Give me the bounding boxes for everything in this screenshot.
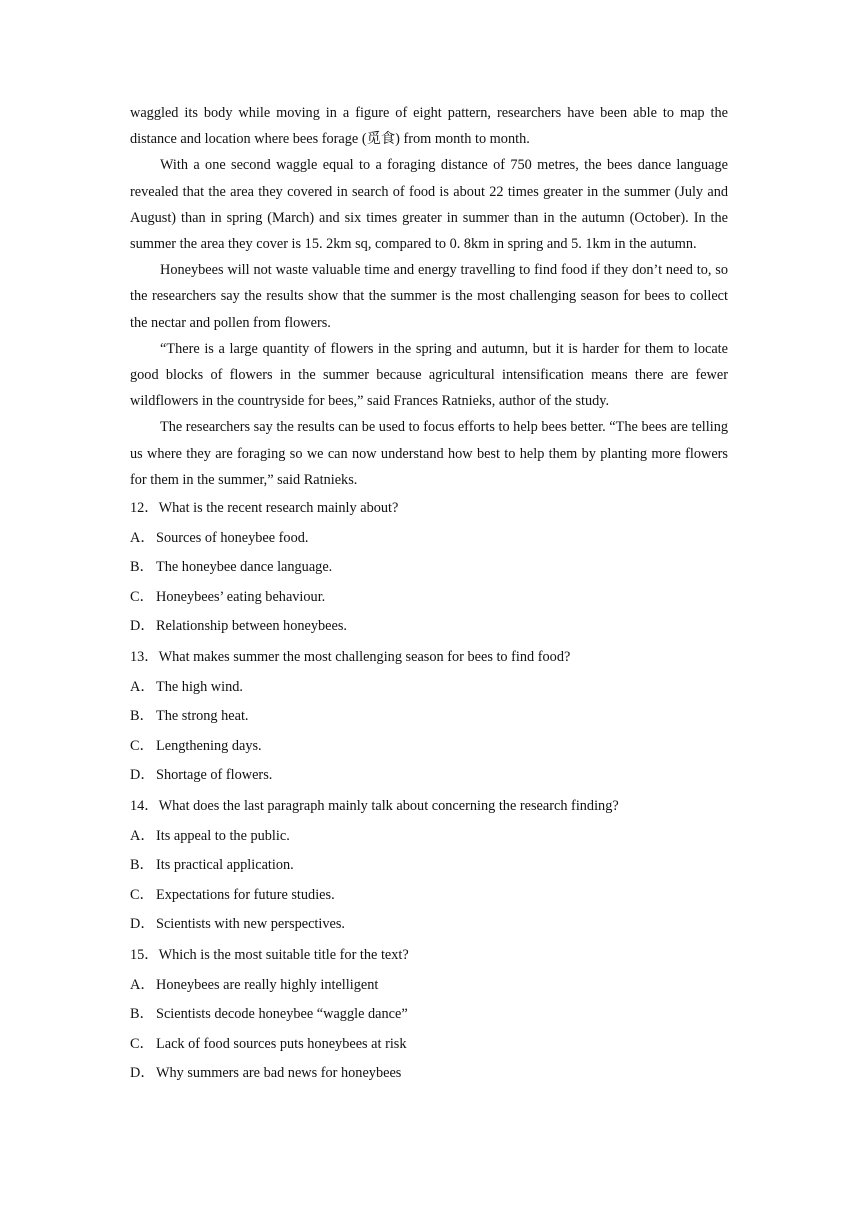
option-text: Why summers are bad news for honeybees <box>156 1065 402 1082</box>
option-letter: A． <box>130 827 155 844</box>
option-letter: D． <box>130 618 155 635</box>
option-letter: A． <box>130 529 155 546</box>
option-text: Lack of food sources puts honeybees at risk <box>156 1035 407 1052</box>
answer-option <box>130 1030 728 1060</box>
answer-option <box>130 702 728 732</box>
answer-option <box>130 732 728 762</box>
option-text: The strong heat. <box>156 708 249 725</box>
option-letter: B． <box>130 1006 154 1023</box>
option-letter: A． <box>130 678 155 695</box>
answer-option <box>130 881 728 911</box>
option-text: Relationship between honeybees. <box>156 618 347 635</box>
answer-option <box>130 851 728 881</box>
option-letter: C． <box>130 1035 154 1052</box>
option-letter: D． <box>130 1065 155 1082</box>
question-stem <box>130 941 728 971</box>
option-text: Scientists decode honeybee “waggle dance” <box>156 1006 408 1023</box>
question-block-13 <box>130 643 728 791</box>
option-letter: B． <box>130 708 154 725</box>
option-letter: B． <box>130 559 154 576</box>
question-number: 14． <box>130 797 159 814</box>
option-text: Expectations for future studies. <box>156 886 335 903</box>
answer-option <box>130 822 728 852</box>
option-text: Scientists with new perspectives. <box>156 916 346 933</box>
answer-option <box>130 910 728 940</box>
option-letter: D． <box>130 767 155 784</box>
answer-option <box>130 971 728 1001</box>
option-text: The high wind. <box>156 678 243 695</box>
option-letter: B． <box>130 857 154 874</box>
question-number: 13． <box>130 649 159 666</box>
option-letter: C． <box>130 737 154 754</box>
option-text: Lengthening days. <box>156 737 262 754</box>
answer-option <box>130 673 728 703</box>
passage-paragraph: Honeybees will not waste valuable time and energy travelling to find food if they don’t need to, so the researchers say the results show that the summer is the most challenging season for bees to collect the nectar and pollen from flowers. <box>130 262 728 331</box>
answer-option <box>130 1059 728 1089</box>
question-block-12 <box>130 494 728 642</box>
option-text: Shortage of flowers. <box>156 767 273 784</box>
question-stem <box>130 643 728 673</box>
question-block-14 <box>130 792 728 940</box>
passage-paragraph: With a one second waggle equal to a foraging distance of 750 metres, the bees dance language revealed that the area they covered in search of food is about 22 times greater in the summer (July and August) than in spring (March) and six times greater in summer than in the autumn (October). In the summer the area they cover is 15. 2km sq, compared to 0. 8km in spring and 5. 1km in the autumn. <box>130 157 728 253</box>
answer-option <box>130 553 728 583</box>
question-text: What is the recent research mainly about? <box>158 500 399 517</box>
option-letter: C． <box>130 886 154 903</box>
answer-option <box>130 761 728 791</box>
question-block-15 <box>130 941 728 1089</box>
passage-paragraph: “There is a large quantity of flowers in the spring and autumn, but it is harder for them to locate good blocks of flowers in the summer because agricultural intensification means there are fewer wildflowers in the countryside for bees,” said Frances Ratnieks, author of the study. <box>130 340 728 410</box>
option-text: Honeybees are really highly intelligent <box>156 976 379 993</box>
question-text: Which is the most suitable title for the text? <box>158 946 409 963</box>
passage-paragraph: The researchers say the results can be used to focus efforts to help bees better. “The bees are telling us where they are foraging so we can now understand how best to help them by planting more flowers for them in the summer,” said Ratnieks. <box>130 419 728 488</box>
question-text: What does the last paragraph mainly talk about concerning the research finding? <box>158 797 619 814</box>
document-page <box>130 100 728 1089</box>
answer-option <box>130 524 728 554</box>
option-letter: C． <box>130 588 154 605</box>
question-number: 15． <box>130 946 159 963</box>
passage-paragraph: waggled its body while moving in a figure of eight pattern, researchers have been able to map the distance and location where bees forage (觅食) from month to month. <box>130 105 728 148</box>
option-text: Its appeal to the public. <box>156 827 290 844</box>
question-stem <box>130 792 728 822</box>
question-stem <box>130 494 728 524</box>
option-letter: A． <box>130 976 155 993</box>
question-number: 12． <box>130 500 159 517</box>
answer-option <box>130 583 728 613</box>
answer-option <box>130 612 728 642</box>
answer-option <box>130 1000 728 1030</box>
question-text: What makes summer the most challenging season for bees to find food? <box>158 649 571 666</box>
option-text: Honeybees’ eating behaviour. <box>156 588 326 605</box>
option-text: Its practical application. <box>156 857 294 874</box>
passage <box>130 100 728 493</box>
option-letter: D． <box>130 916 155 933</box>
option-text: Sources of honeybee food. <box>156 529 309 546</box>
option-text: The honeybee dance language. <box>156 559 333 576</box>
